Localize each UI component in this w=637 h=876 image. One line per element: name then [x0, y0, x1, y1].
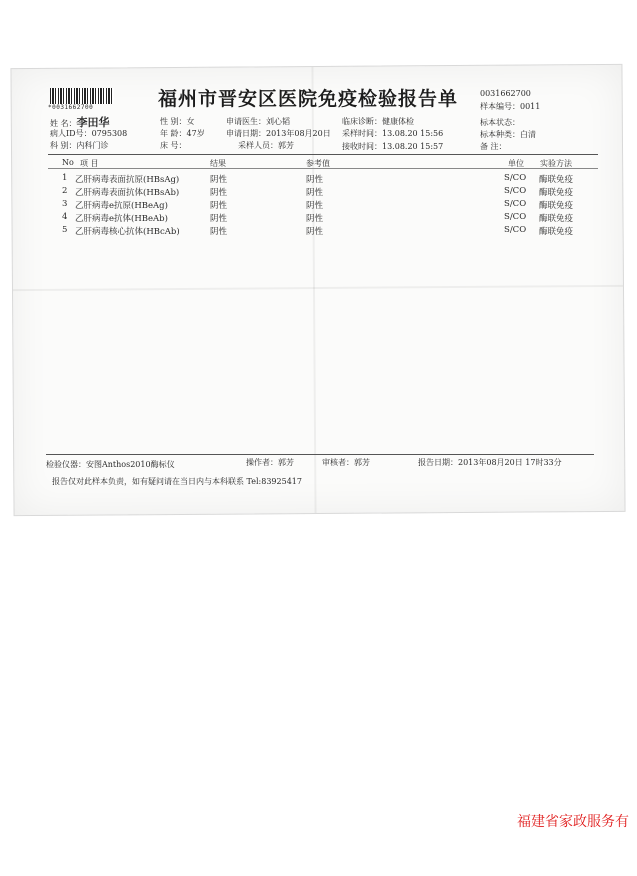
- sample-status: 标本状态：: [480, 118, 520, 127]
- collect-time: 采样时间：13.08.20 15:56: [342, 129, 444, 138]
- col-header-method: 实验方法: [540, 159, 572, 168]
- col-header-result: 结果: [210, 159, 226, 168]
- collector: 采样人员：郭芳: [238, 141, 294, 150]
- patient-id: 病人ID号：0795308: [50, 129, 128, 138]
- table-row: 2 乙肝病毒表面抗体(HBsAb) 阴性 阴性 S/CO 酶联免疫: [62, 186, 574, 198]
- diagnosis: 临床诊断：健康体检: [342, 117, 414, 126]
- department: 科 别：内科门诊: [50, 141, 109, 150]
- table-row: 1 乙肝病毒表面抗原(HBsAg) 阴性 阴性 S/CO 酶联免疫: [62, 173, 574, 185]
- doctor: 申请医生：刘心韬: [226, 117, 290, 126]
- table-row: 4 乙肝病毒e抗体(HBeAb) 阴性 阴性 S/CO 酶联免疫: [62, 212, 574, 224]
- watermark-text: 福建省家政服务有: [517, 814, 629, 830]
- report-number: 0031662700: [480, 89, 531, 98]
- sample-type: 标本种类：白清: [480, 130, 536, 139]
- col-header-no: No: [62, 158, 74, 167]
- bed-number: 床 号：: [160, 141, 187, 150]
- operator: 操作者：郭芳: [246, 458, 294, 467]
- patient-name: 姓 名：李田华: [50, 116, 110, 129]
- age: 年 龄：47岁: [160, 129, 205, 138]
- sample-number: 样本编号：0011: [480, 102, 541, 111]
- header-divider: [48, 154, 598, 155]
- apply-date: 申请日期：2013年08月20日: [226, 129, 331, 138]
- footer-divider: [46, 454, 594, 455]
- report-title: 福州市晋安区医院免疫检验报告单: [158, 88, 459, 110]
- table-header-divider: [48, 168, 598, 169]
- instrument: 检验仪器：安图Anthos2010酶标仪: [46, 460, 175, 469]
- col-header-item: 项 目: [80, 159, 99, 168]
- gender: 性 别：女: [160, 117, 195, 126]
- table-row: 3 乙肝病毒e抗原(HBeAg) 阴性 阴性 S/CO 酶联免疫: [62, 199, 574, 211]
- reviewer: 审核者：郭芳: [322, 458, 370, 467]
- report-date: 报告日期：2013年08月20日 17时33分: [418, 458, 562, 467]
- barcode: [50, 88, 114, 104]
- paper-crease: [13, 285, 623, 291]
- barcode-number: *0031662700: [48, 104, 94, 111]
- disclaimer: 报告仅对此样本负责，如有疑问请在当日内与本科联系 Tel:83925417: [52, 477, 302, 486]
- table-row: 5 乙肝病毒核心抗体(HBcAb) 阴性 阴性 S/CO 酶联免疫: [62, 225, 574, 237]
- receive-time: 接收时间：13.08.20 15:57: [342, 142, 444, 151]
- col-header-unit: 单位: [508, 159, 524, 168]
- col-header-reference: 参考值: [306, 159, 330, 168]
- remark: 备 注：: [480, 142, 507, 151]
